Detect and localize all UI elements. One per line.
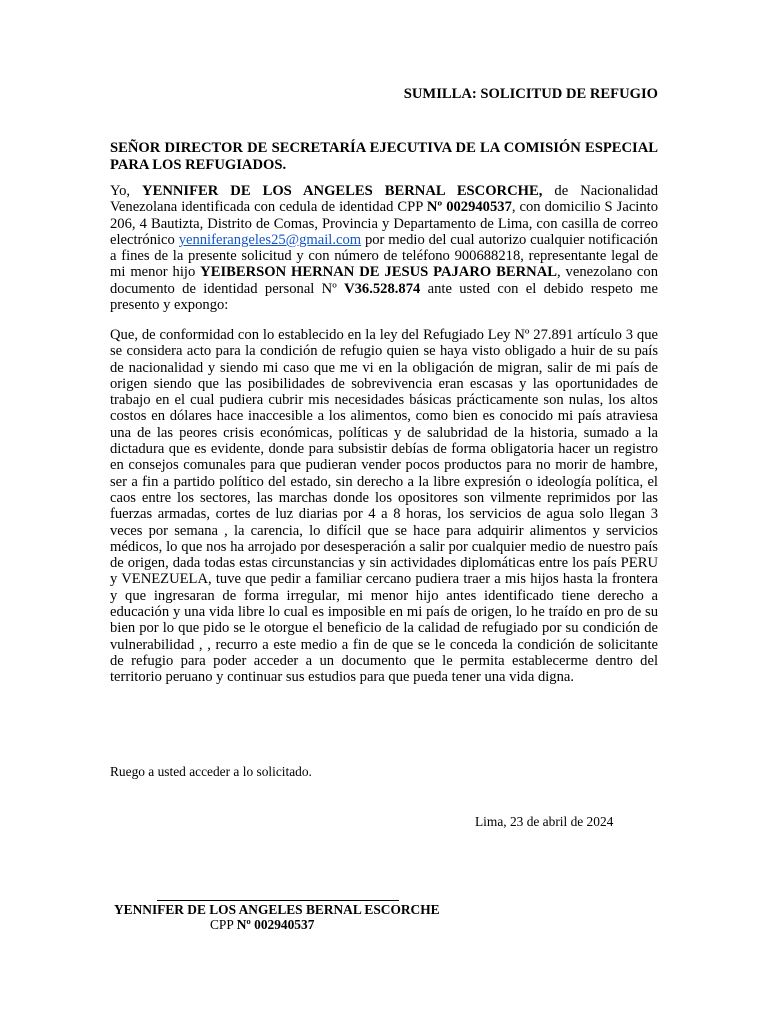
intro-paragraph (110, 183, 658, 313)
sumilla-heading: SUMILLA: SOLICITUD DE REFUGIO (403, 86, 658, 102)
intro-text-4: por medio del cual autorizo cualquier notificación a fines de la presente solicitud y con número de teléfono 900688218, representante legal de mi menor hijo (110, 231, 658, 281)
signature-cpp (210, 917, 314, 933)
intro-text-3: , con domicilio S Jacinto 206, 4 Bautizta, Distrito de Comas, Provincia y Departamento de Lima, con casilla de correo electrónico (110, 199, 659, 248)
intro-text-6: ante usted con el debido respeto me presento y expongo: (110, 280, 658, 314)
closing-line: Ruego a usted acceder a lo solicitado. (110, 764, 312, 779)
intro-text-2: de Nacionalidad Venezolana identificada con cedula de identidad CPP (110, 183, 658, 216)
child-id: V36.528.874 (344, 280, 421, 297)
signature-line (157, 900, 399, 901)
intro-text-1: Yo, (110, 183, 143, 199)
body-paragraph: Que, de conformidad con lo establecido en la ley del Refugiado Ley Nº 27.891 artículo 3 que se considera acto para la condición de refugio quien se haya visto obligado a huir de su país de nacionalidad y siendo mi caso que me vi en la obligación de migran, salir de mi país de origen siendo que las posibilidades de sobrevivencia eran escasas y las oportunidades de trabajo en el cual pudiera cubrir mis necesidades básicas prácticamente son nulas, los altos costos en dólares hace inaccesible a los alimentos, como bien es conocido mi país atraviesa una de las peores crisis económicas, políticas y de salubridad de la historia, sumado a la dictadura que es evidente, donde para subsistir debías de forma obligatoria hacer un registro en consejos comunales para que pudieran vender pocos productos para no morir de hambre, ser a fin a partido político del estado, sin derecho a la libre expresión o ideología política, el caos entre los sectores, las marchas donde los opositores son vilmente reprimidos por las fuerzas armadas, cortes de luz diarias por 4 a 8 horas, los servicios de agua solo llegan 3 veces por semana , la carencia, lo difícil que se hace para adquirir alimentos y servicios médicos, lo que nos ha arrojado por desesperación a salir por cualquier medio de nuestro país de origen, dada todas estas circunstancias y sin actividades diplomáticas entre los país PERU y VENEZUELA, tuve que pedir a familiar cercano pudiera traer a mis hijos hasta la frontera y que ingresaran de forma irregular, mi menor hijo antes identificado tiene derecho a educación y una vida libre lo cual es imposible en mi país de origen, lo he traído en pro de su bien por lo que pido se le otorgue el beneficio de la calidad de refugiado por su condición de vulnerabilidad , , recurro a este medio a fin de que se le conceda la condición de solicitante de refugio para poder acceder a un documento que le permita establecerme dentro del territorio peruano y continuar sus estudios para que pueda tener una vida digna. (110, 327, 658, 686)
applicant-cpp: Nº 002940537 (426, 199, 512, 216)
signature-cpp-number: Nº 002940537 (236, 917, 315, 932)
addressee-heading: SEÑOR DIRECTOR DE SECRETARÍA EJECUTIVA DE LA COMISIÓN ESPECIAL PARA LOS REFUGIADOS. (110, 140, 658, 173)
date-line: Lima, 23 de abril de 2024 (475, 814, 614, 829)
intro-text-5: , venezolano con documento de identidad personal Nº (110, 264, 658, 297)
signature-cpp-label: CPP (210, 917, 237, 932)
signature-name: YENNIFER DE LOS ANGELES BERNAL ESCORCHE (114, 902, 440, 917)
applicant-name: YENNIFER DE LOS ANGELES BERNAL ESCORCHE, (142, 183, 543, 199)
email-link[interactable]: yenniferangeles25@gmail.com (178, 231, 362, 248)
child-name: YEIBERSON HERNAN DE JESUS PAJARO BERNAL (200, 264, 557, 281)
